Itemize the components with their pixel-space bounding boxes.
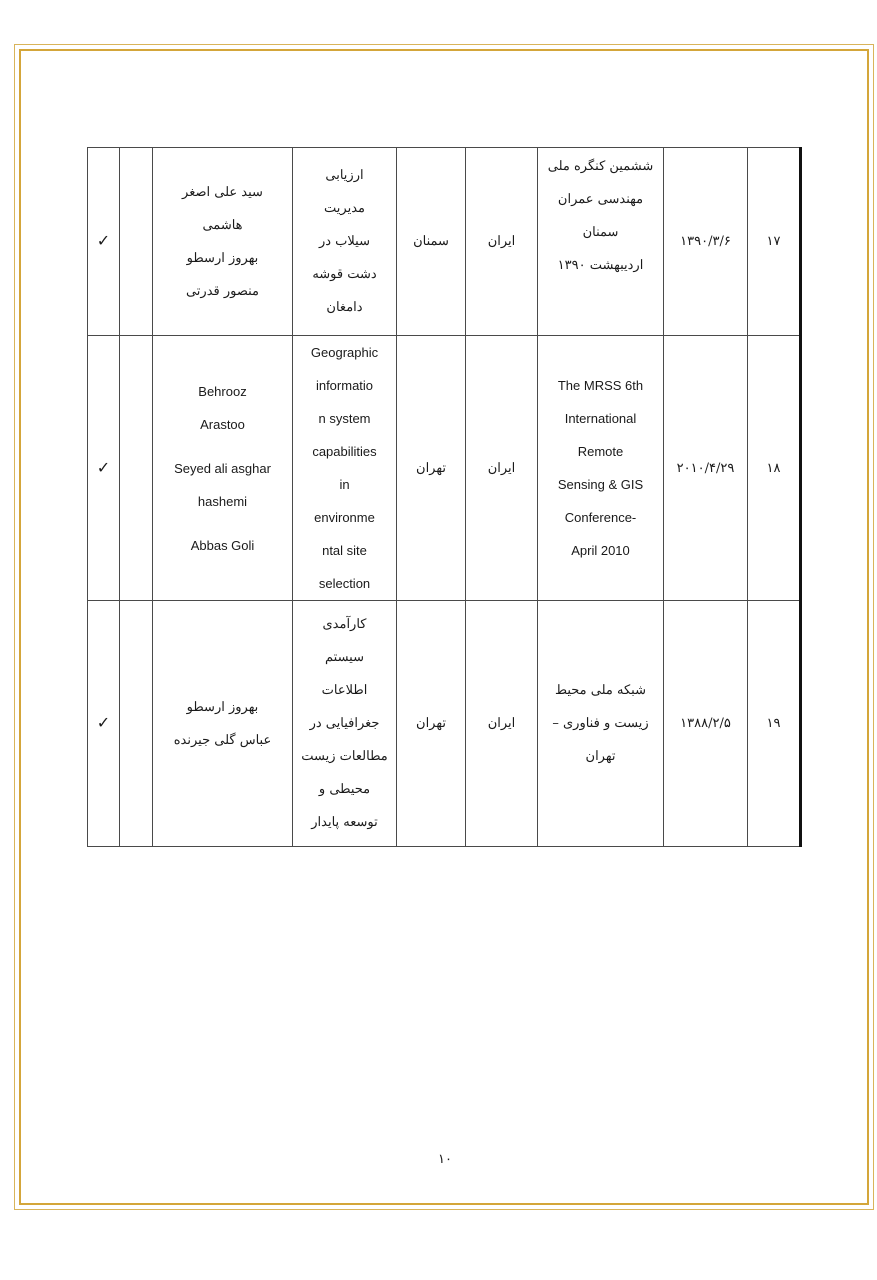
table-row xyxy=(88,601,801,847)
index-cell: ۱۹ xyxy=(748,601,801,847)
title-line: دامغان xyxy=(326,300,363,315)
title-cell xyxy=(293,148,397,336)
table-row xyxy=(88,148,801,336)
title-line: ارزیابی xyxy=(325,168,364,183)
author-line: Behrooz xyxy=(198,383,247,399)
venue-line: Sensing & GIS xyxy=(557,477,644,492)
check-cell xyxy=(88,601,120,847)
city-cell: تهران xyxy=(397,336,466,601)
country-cell: ایران xyxy=(466,601,538,847)
table-row xyxy=(88,336,801,601)
authors-cell xyxy=(153,336,293,601)
index-cell: ۱۷ xyxy=(748,148,801,336)
venue-line: Conference- xyxy=(564,510,637,525)
index-cell: ۱۸ xyxy=(748,336,801,601)
author-line: Seyed ali asghar xyxy=(174,460,271,476)
venue-line: زیست و فناوری – xyxy=(552,716,649,731)
title-line: n system xyxy=(318,411,371,426)
author-line: سید علی اصغر xyxy=(182,184,263,200)
author-line: هاشمی xyxy=(202,217,243,233)
city-cell: سمنان xyxy=(397,148,466,336)
publications-table xyxy=(87,147,802,847)
venue-line: Remote xyxy=(577,444,624,459)
author-line: منصور قدرتی xyxy=(185,283,260,299)
venue-cell xyxy=(538,148,664,336)
venue-line: April 2010 xyxy=(571,543,630,558)
empty-cell xyxy=(120,336,153,601)
title-line: in xyxy=(339,477,350,492)
title-line: کارآمدی xyxy=(322,617,367,632)
country-cell: ایران xyxy=(466,336,538,601)
title-cell xyxy=(293,336,397,601)
authors-cell xyxy=(153,148,293,336)
date-cell: ۱۳۹۰/۳/۶ xyxy=(664,148,748,336)
title-line: جغرافیایی در xyxy=(309,716,380,731)
empty-cell xyxy=(120,148,153,336)
title-line: اطلاعات xyxy=(321,683,368,698)
title-line: مدیریت xyxy=(324,201,365,216)
title-line: ntal site xyxy=(322,543,367,558)
title-line: توسعه پایدار xyxy=(311,815,378,830)
country-cell: ایران xyxy=(466,148,538,336)
authors-cell xyxy=(153,601,293,847)
date-cell: ۲۰۱۰/۴/۲۹ xyxy=(664,336,748,601)
author-line: بهروز ارسطو xyxy=(186,699,259,715)
title-cell xyxy=(293,601,397,847)
venue-line: سمنان xyxy=(582,225,619,240)
check-cell xyxy=(88,336,120,601)
page-number: ۱۰ xyxy=(438,1152,452,1167)
author-line: بهروز ارسطو xyxy=(186,250,259,266)
date-cell: ۱۳۸۸/۲/۵ xyxy=(664,601,748,847)
title-line: Geographic xyxy=(310,345,379,360)
venue-line: شبکه ملی محیط xyxy=(555,683,646,698)
venue-line: تهران xyxy=(585,749,616,764)
title-line: environme xyxy=(314,510,375,525)
title-line: capabilities xyxy=(312,444,377,459)
author-line: Abbas Goli xyxy=(190,537,255,553)
title-line: سیستم xyxy=(325,650,364,665)
city-cell: تهران xyxy=(397,601,466,847)
venue-line: مهندسی عمران xyxy=(557,192,644,207)
venue-cell xyxy=(538,336,664,601)
check-cell xyxy=(88,148,120,336)
title-line: selection xyxy=(318,576,371,591)
venue-line: The MRSS 6th xyxy=(557,378,644,393)
title-line: informatio xyxy=(315,378,374,393)
empty-cell xyxy=(120,601,153,847)
title-line: محیطی و xyxy=(318,782,371,797)
checkmark-icon: ✓ xyxy=(96,713,111,732)
checkmark-icon: ✓ xyxy=(96,457,111,477)
venue-line: اردیبهشت ۱۳۹۰ xyxy=(557,258,644,273)
venue-line: International xyxy=(564,411,637,426)
title-line: مطالعات زیست xyxy=(301,749,388,764)
author-line: Arastoo xyxy=(200,416,245,432)
author-line: عباس گلی جیرنده xyxy=(173,732,272,748)
title-line: سیلاب در xyxy=(318,234,370,249)
venue-cell xyxy=(538,601,664,847)
author-line: hashemi xyxy=(197,493,248,509)
venue-line: ششمین کنگره ملی xyxy=(547,159,654,174)
checkmark-icon: ✓ xyxy=(96,231,111,250)
title-line: دشت قوشه xyxy=(312,267,377,282)
